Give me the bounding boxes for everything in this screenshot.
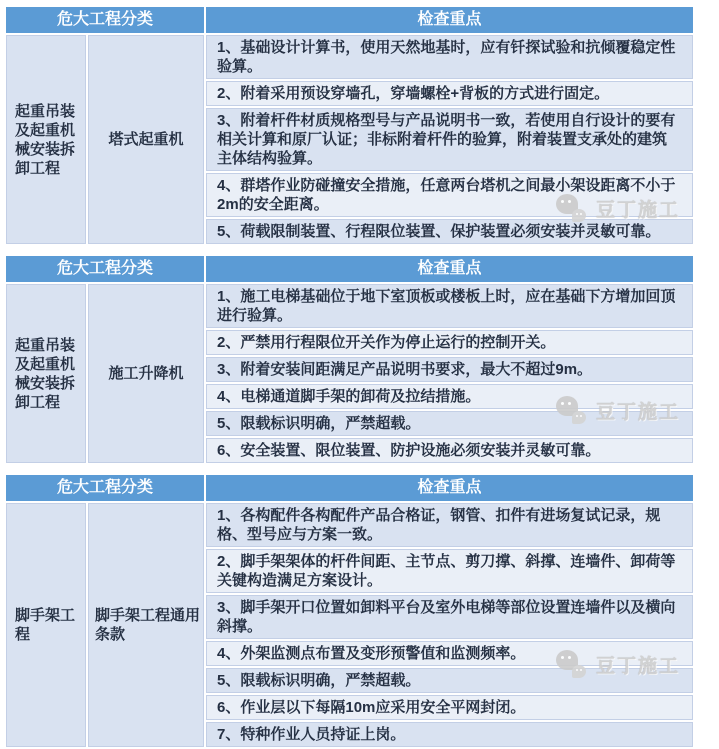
item-cell: 2、严禁用行程限位开关作为停止运行的控制开关。 [206, 330, 693, 355]
table-row [6, 503, 693, 547]
table-header-row [6, 7, 693, 33]
item-cell: 5、荷载限制装置、行程限位装置、保护装置必须安装并灵敏可靠。 [206, 219, 693, 244]
risk-table-construction-hoist [4, 254, 695, 465]
category-cell: 脚手架工程 [6, 503, 86, 747]
item-cell: 1、各构配件各构配件产品合格证，钢管、扣件有进场复试记录，规格、型号应与方案一致。 [206, 503, 693, 547]
watermark-text: 豆丁施工 [596, 200, 681, 221]
table-row [6, 35, 693, 79]
item-cell: 5、限载标识明确，严禁超载。 [206, 668, 693, 693]
subcategory-cell: 塔式起重机 [88, 35, 204, 244]
table-header-row [6, 475, 693, 501]
table-header-row [6, 256, 693, 282]
item-cell: 4、群塔作业防碰撞安全措施，任意两台塔机之间最小架设距离不小于2m的安全距离。 [206, 173, 693, 217]
item-cell: 1、基础设计计算书，使用天然地基时，应有钎探试验和抗倾覆稳定性验算。 [206, 35, 693, 79]
item-cell: 7、特种作业人员持证上岗。 [206, 722, 693, 747]
item-cell: 6、作业层以下每隔10m应采用安全平网封闭。 [206, 695, 693, 720]
item-cell: 4、外架监测点布置及变形预警值和监测频率。 [206, 641, 693, 666]
table-row [6, 284, 693, 328]
item-cell: 4、电梯通道脚手架的卸荷及拉结措施。 [206, 384, 693, 409]
subcategory-cell: 脚手架工程通用条款 [88, 503, 204, 747]
item-cell: 5、限载标识明确，严禁超载。 [206, 411, 693, 436]
item-cell: 3、附着安装间距满足产品说明书要求，最大不超过9m。 [206, 357, 693, 382]
risk-table-tower-crane [4, 5, 695, 246]
focus-header-cell: 检查重点 [206, 7, 693, 33]
risk-table-scaffolding [4, 473, 695, 749]
classification-header-cell: 危大工程分类 [6, 475, 204, 501]
item-cell: 2、附着采用预设穿墙孔，穿墙螺栓+背板的方式进行固定。 [206, 81, 693, 106]
watermark-text: 豆丁施工 [596, 656, 681, 677]
subcategory-cell: 施工升降机 [88, 284, 204, 463]
watermark-text: 豆丁施工 [596, 402, 681, 423]
focus-header-cell: 检查重点 [206, 475, 693, 501]
classification-header-cell: 危大工程分类 [6, 256, 204, 282]
item-cell: 1、施工电梯基础位于地下室顶板或楼板上时，应在基础下方增加回顶进行验算。 [206, 284, 693, 328]
item-cell: 6、安全装置、限位装置、防护设施必须安装并灵敏可靠。 [206, 438, 693, 463]
item-cell: 2、脚手架架体的杆件间距、主节点、剪刀撑、斜撑、连墙件、卸荷等关键构造满足方案设计。 [206, 549, 693, 593]
category-cell: 起重吊装及起重机械安装拆卸工程 [6, 35, 86, 244]
item-cell: 3、脚手架开口位置如卸料平台及室外电梯等部位设置连墙件以及横向斜撑。 [206, 595, 693, 639]
category-cell: 起重吊装及起重机械安装拆卸工程 [6, 284, 86, 463]
item-cell: 3、附着杆件材质规格型号与产品说明书一致，若使用自行设计的要有相关计算和原厂认证；非标附着杆件的验算，附着装置支承处的建筑主体结构验算。 [206, 108, 693, 171]
focus-header-cell: 检查重点 [206, 256, 693, 282]
classification-header-cell: 危大工程分类 [6, 7, 204, 33]
